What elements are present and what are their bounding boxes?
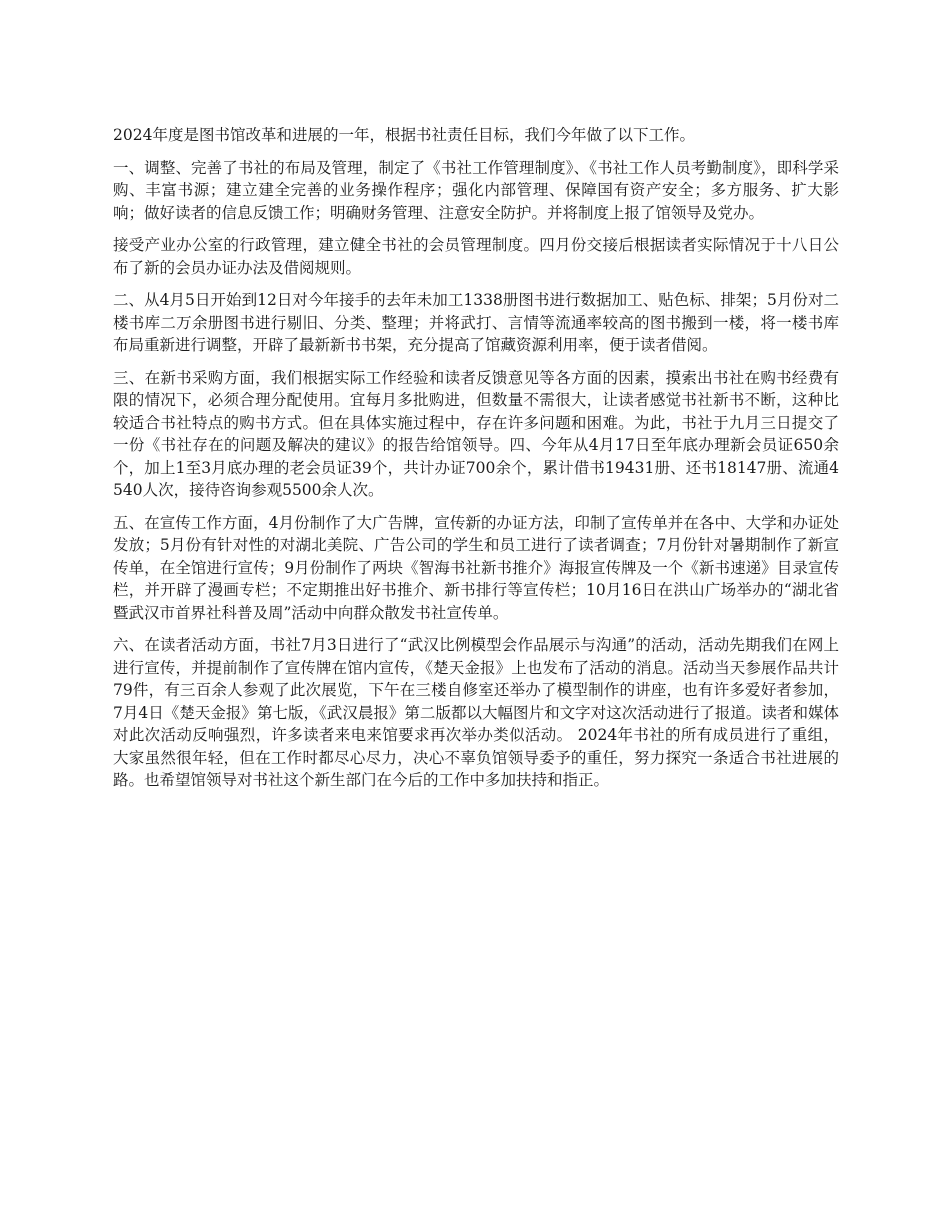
paragraph-management: 接受产业办公室的行政管理，建立健全书社的会员管理制度。四月份交接后根据读者实际情况于十八日公布了新的会员办证办法及借阅规则。 xyxy=(113,236,839,277)
paragraph-section-3: 三、在新书采购方面，我们根据实际工作经验和读者反馈意见等各方面的因素，摸索出书社在购书经费有限的情况下，必须合理分配使用。宜每月多批购进，但数量不需很大，让读者感觉书社新书不断，这种比较适合书社特点的购书方式。但在具体实施过程中，存在许多问题和困难。为此，书社于九月三日提交了一份《书社存在的问题及解决的建议》的报告给馆领导。四、今年从4月17日至年底办理新会员证650余个，加上1至3月底办理的老会员证39个，共计办证700余个，累计借书19431册、还书18147册、流通4540人次，接待咨询参观5500余人次。 xyxy=(113,368,839,499)
paragraph-section-5: 五、在宣传工作方面，4月份制作了大广告牌，宣传新的办证方法，印制了宣传单并在各中、大学和办证处发放；5月份有针对性的对湖北美院、广告公司的学生和员工进行了读者调查；7月份针对暑期制作了新宣传单，在全馆进行宣传；9月份制作了两块《智海书社新书推介》海报宣传牌及一个《新书速递》目录宣传栏，并开辟了漫画专栏；不定期推出好书推介、新书排行等宣传栏；10月16日在洪山广场举办的“湖北省暨武汉市首界社科普及周”活动中向群众散发书社宣传单。 xyxy=(113,513,839,622)
paragraph-section-1: 一、调整、完善了书社的布局及管理，制定了《书社工作管理制度》、《书社工作人员考勤制度》，即科学采购、丰富书源；建立建全完善的业务操作程序；强化内部管理、保障国有资产安全；多方服务、扩大影响；做好读者的信息反馈工作；明确财务管理、注意安全防护。并将制度上报了馆领导及党办。 xyxy=(113,158,839,222)
document-body xyxy=(113,124,839,802)
paragraph-intro: 2024年度是图书馆改革和进展的一年，根据书社责任目标，我们今年做了以下工作。 xyxy=(113,126,695,144)
paragraph-section-2: 二、从4月5日开始到12日对今年接手的去年未加工1338册图书进行数据加工、贴色标、排架；5月份对二楼书库二万余册图书进行剔旧、分类、整理；并将武打、言情等流通率较高的图书搬到一楼，将一楼书库布局重新进行调整，开辟了最新新书书架，充分提高了馆藏资源利用率，便于读者借阅。 xyxy=(113,291,839,354)
paragraph-section-6: 六、在读者活动方面，书社7月3日进行了“武汉比例模型会作品展示与沟通”的活动，活动先期我们在网上进行宣传，并提前制作了宣传牌在馆内宣传，《楚天金报》上也发布了活动的消息。活动当天参展作品共计79件，有三百余人参观了此次展览，下午在三楼自修室还举办了模型制作的讲座，也有许多爱好者参加，7月4日《楚天金报》第七版，《武汉晨报》第二版都以大幅图片和文字对这次活动进行了报道。读者和媒体对此次活动反响强烈，许多读者来电来馆要求再次举办类似活动。 2024年书社的所有成员进行了重组，大家虽然很年轻，但在工作时都尽心尽力，决心不辜负馆领导委予的重任，努力探究一条适合书社进展的路。也希望馆领导对书社这个新生部门在今后的工作中多加扶持和指正。 xyxy=(113,636,839,789)
